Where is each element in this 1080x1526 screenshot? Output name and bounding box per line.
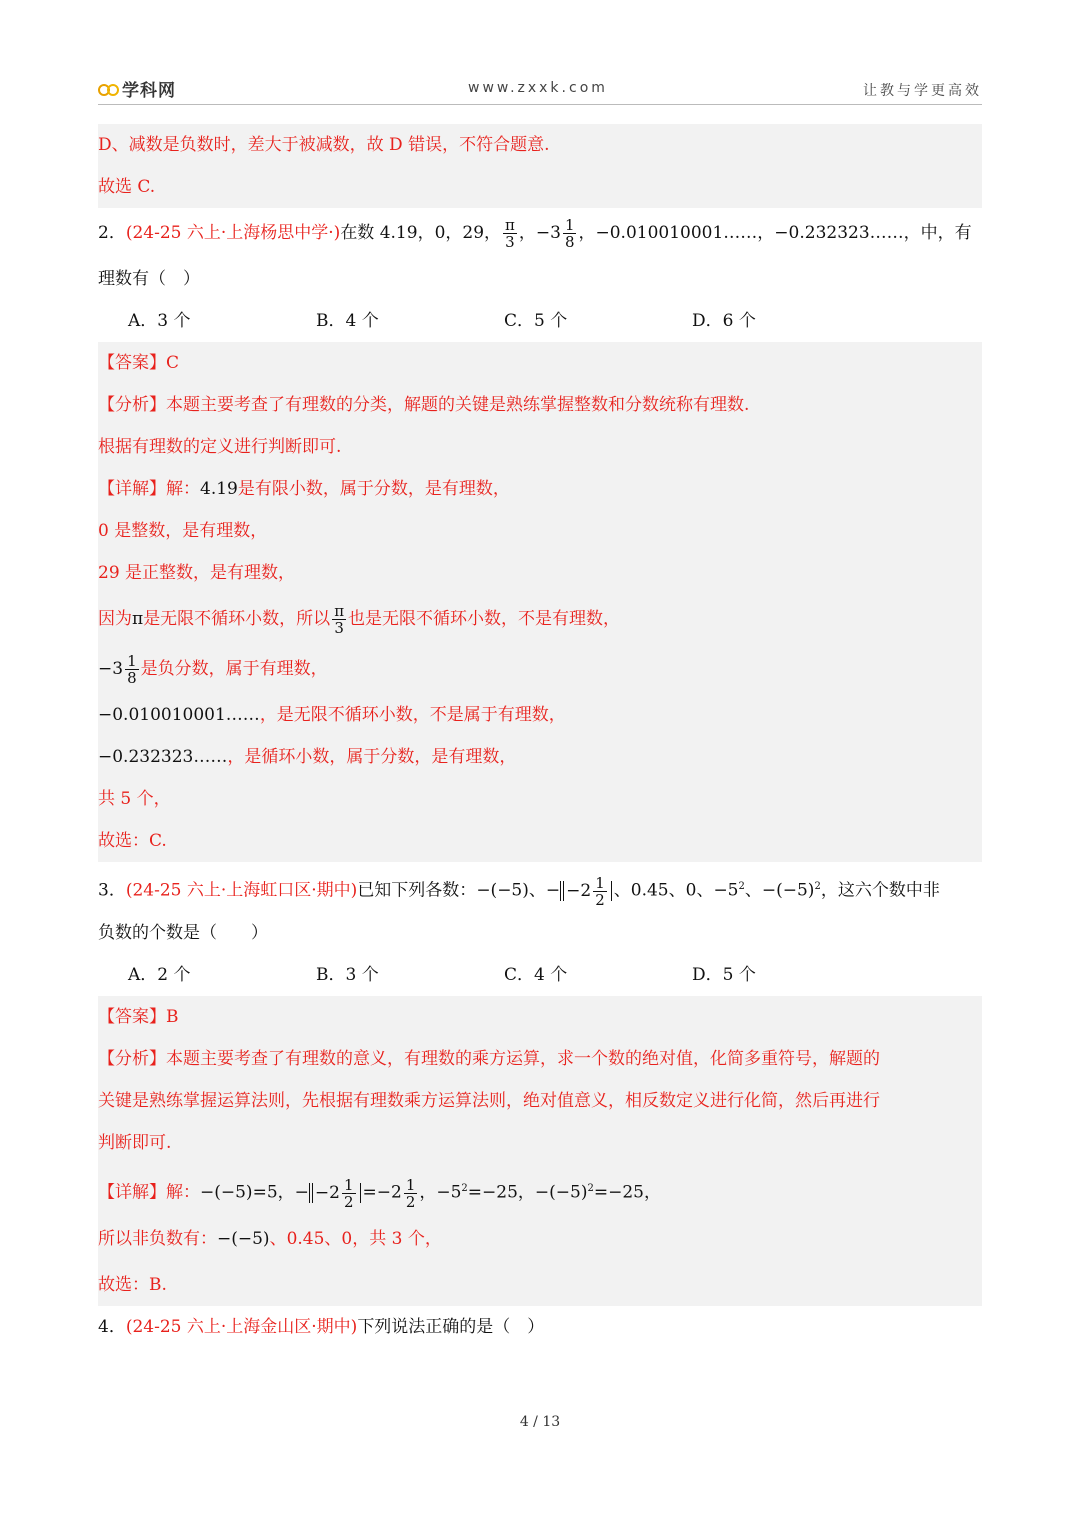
q3-solution [98,996,982,1306]
q2-option-c: C．5 个 [504,311,568,331]
d5-frac-1-8: $\frac{1}{8}$ [127,652,137,687]
q2-options [98,300,982,342]
q2-option-d: D．6 个 [692,311,756,331]
q3-detail: 【详解】解：−(−5)=5，− −2 $\frac{1}{2}$ =−2 $\frac{1}{2}$ ，$-5^2=-25$，$-(-5)^2=-25$， [98,1175,661,1211]
q2-detail-8: 共 5 个， [98,789,171,809]
q2-choice: 故选：C. [98,831,167,851]
q2-analysis: 【分析】本题主要考查了有理数的分类，解题的关键是熟练掌握整数和分数统称有理数. [98,395,750,415]
q2-analysis-2: 根据有理数的定义进行判断即可. [98,437,342,457]
logo [98,76,176,101]
q2-detail-5: −3 $\frac{1}{8}$ 是负分数，属于有理数， [98,652,328,687]
q2-detail-3: 29 是正整数，是有理数， [98,563,296,583]
d4-frac-pi-3: $\frac{\pi}{3}$ [334,602,345,637]
q3-choice: 故选：B. [98,1275,167,1295]
q1-option-d-explain: D、减数是负数时，差大于被减数，故 D 错误，不符合题意. [98,135,550,155]
q3-option-a: A．2 个 [128,965,191,985]
q2-source: (24-25 六上·上海杨思中学·) [125,223,341,243]
q2-detail-6: −0.010010001……，是无限不循环小数，不是属于有理数， [98,705,566,725]
page-header [98,74,982,105]
q3-option-c: C．4 个 [504,965,568,985]
logo-text: 学科网 [122,81,176,101]
q3-answer: 【答案】B [98,1007,179,1027]
q3-analysis: 【分析】本题主要考查了有理数的意义，有理数的乘方运算，求一个数的绝对值，化简多重符号，解题的 [98,1049,880,1069]
q2-option-a: A．3 个 [128,311,191,331]
q1-choice: 故选 C. [98,177,156,197]
q3-analysis-3: 判断即可. [98,1133,172,1153]
q3-stem-line2: 负数的个数是（ ） [98,923,268,943]
q2-answer: 【答案】C [98,353,180,373]
site-url: www.zxxk.com [468,80,608,96]
q2-stem: 2．(24-25 六上·上海杨思中学·)在数 4.19，0，29， $\frac{\pi}{3}$ ，−3 $\frac{1}{8}$ ，−0.010010001……，−0.232323……，中，有 [98,216,972,251]
q3-nonneg: 所以非负数有：−(−5)、0.45、0，共 3 个， [98,1229,442,1249]
q2-detail-7: −0.232323……，是循环小数，属于分数，是有理数， [98,747,517,767]
q3-option-b: B．3 个 [316,965,379,985]
q3-options [98,954,982,996]
q3-source: (24-25 六上·上海虹口区·期中) [125,880,358,901]
q4-stem: 4．(24-25 六上·上海金山区·期中)下列说法正确的是（ ） [98,1317,545,1337]
document-body [98,124,982,1348]
q3-option-d: D．5 个 [692,965,756,985]
q1-solution-tail [98,124,982,208]
q2-frac-pi-3: $\frac{\pi}{3}$ [505,216,515,251]
q2-detail-2: 0 是整数，是有理数， [98,521,268,541]
q2-detail-4: 因为π是无限不循环小数，所以 $\frac{\pi}{3}$ 也是无限不循环小数，不是有理数， [98,602,621,637]
q2-detail-1: 【详解】解：4.19是有限小数，属于分数，是有理数， [98,479,510,499]
logo-icon [98,81,118,97]
q3-analysis-2: 关键是熟练掌握运算法则，先根据有理数乘方运算法则，绝对值意义，相反数定义进行化简，然后再进行 [98,1091,880,1111]
q2-solution [98,342,982,862]
page-number: 4 / 13 [519,1414,561,1430]
q2-frac-1-8: $\frac{1}{8}$ [564,216,575,251]
q4-source: (24-25 六上·上海金山区·期中) [125,1317,358,1337]
slogan: 让教与学更高效 [863,83,982,99]
q2-option-b: B．4 个 [316,311,379,331]
q2-stem-line2: 理数有（ ） [98,269,200,289]
q3-stem: 3．(24-25 六上·上海虹口区·期中)已知下列各数：−(−5)、− −2 $\frac{1}{2}$ 、0.45、0、$-5^2$、$-(-5)^2$，这六个数中非 [98,873,940,909]
